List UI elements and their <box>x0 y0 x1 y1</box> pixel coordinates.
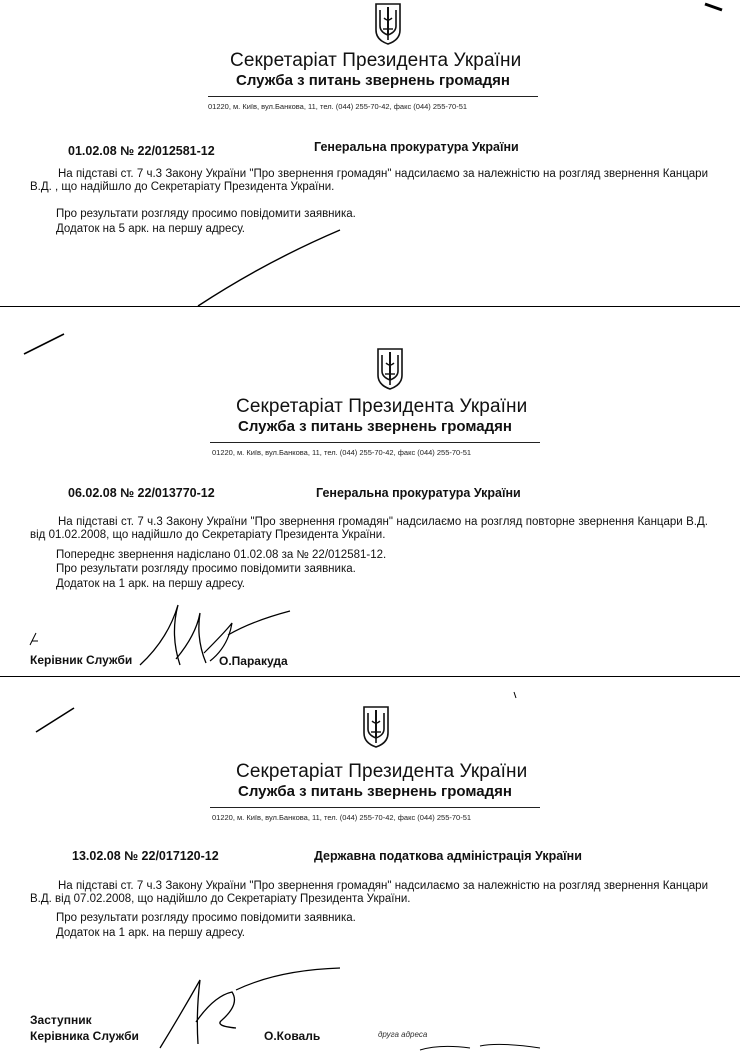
address: 01220, м. Київ, вул.Банкова, 11, тел. (044) 255-70-42, факс (044) 255-70-51 <box>212 448 472 457</box>
org-subtitle: Служба з питань звернень громадян <box>238 783 512 800</box>
recipient: Генеральна прокуратура України <box>314 140 519 154</box>
page-separator <box>0 306 740 307</box>
handwritten-note: друга адреса <box>378 1030 428 1039</box>
signer-title: Керівник Служби <box>30 653 133 667</box>
reg-number: 13.02.08 № 22/017120-12 <box>72 849 219 863</box>
recipient: Генеральна прокуратура України <box>316 486 521 500</box>
address: 01220, м. Київ, вул.Банкова, 11, тел. (044) 255-70-42, факс (044) 255-70-51 <box>212 813 472 822</box>
signer-title-line2: Керівника Служби <box>30 1029 139 1043</box>
body-paragraph: На підставі ст. 7 ч.3 Закону України "Про звернення громадян" надсилаємо за належністю на розгляд звернення Канцари В.Д. від 07.02.2008, що надійшло до Секретаріату Президента України. <box>30 880 708 905</box>
signer-title-line1: Заступник <box>30 1013 92 1027</box>
signer-name: О.Коваль <box>264 1029 321 1043</box>
coat-of-arms-icon <box>375 347 405 391</box>
body-line: Додаток на 1 арк. на першу адресу. <box>56 927 245 939</box>
org-title: Секретаріат Президента України <box>230 50 522 71</box>
header-rule <box>210 442 540 443</box>
body-line: Попереднє звернення надіслано 01.02.08 за № 22/012581-12. <box>56 549 387 561</box>
org-title: Секретаріат Президента України <box>236 396 528 417</box>
body-line: Додаток на 1 арк. на першу адресу. <box>56 578 245 590</box>
reg-number: 01.02.08 № 22/012581-12 <box>68 144 215 158</box>
handwritten-stroke <box>0 320 740 400</box>
reg-number: 06.02.08 № 22/013770-12 <box>68 486 215 500</box>
org-subtitle: Служба з питань звернень громадян <box>236 72 510 89</box>
body-line: Про результати розгляду просимо повідомити заявника. <box>56 563 356 575</box>
body-line: Додаток на 5 арк. на першу адресу. <box>56 223 245 235</box>
header-rule <box>210 807 540 808</box>
handwritten-stroke <box>0 0 740 320</box>
body-paragraph: На підставі ст. 7 ч.3 Закону України "Про звернення громадян" надсилаємо за належністю на розгляд звернення Канцари В.Д. , що надійшло до Секретаріату Президента України. <box>30 168 708 193</box>
body-line: Про результати розгляду просимо повідомити заявника. <box>56 912 356 924</box>
address: 01220, м. Київ, вул.Банкова, 11, тел. (044) 255-70-42, факс (044) 255-70-51 <box>208 102 468 111</box>
signer-name: О.Паракуда <box>219 654 288 668</box>
body-line: Про результати розгляду просимо повідомити заявника. <box>56 208 356 220</box>
signature <box>0 952 740 1052</box>
page-separator <box>0 676 740 677</box>
recipient: Державна податкова адміністрація України <box>314 849 582 863</box>
signature <box>0 595 740 695</box>
coat-of-arms-icon <box>361 705 391 749</box>
org-subtitle: Служба з питань звернень громадян <box>238 418 512 435</box>
org-title: Секретаріат Президента України <box>236 761 528 782</box>
body-paragraph: На підставі ст. 7 ч.3 Закону України "Про звернення громадян" надсилаємо на розгляд повторне звернення Канцари В.Д. від 01.02.2008, що надійшло до Секретаріату Президента України. <box>30 516 708 541</box>
